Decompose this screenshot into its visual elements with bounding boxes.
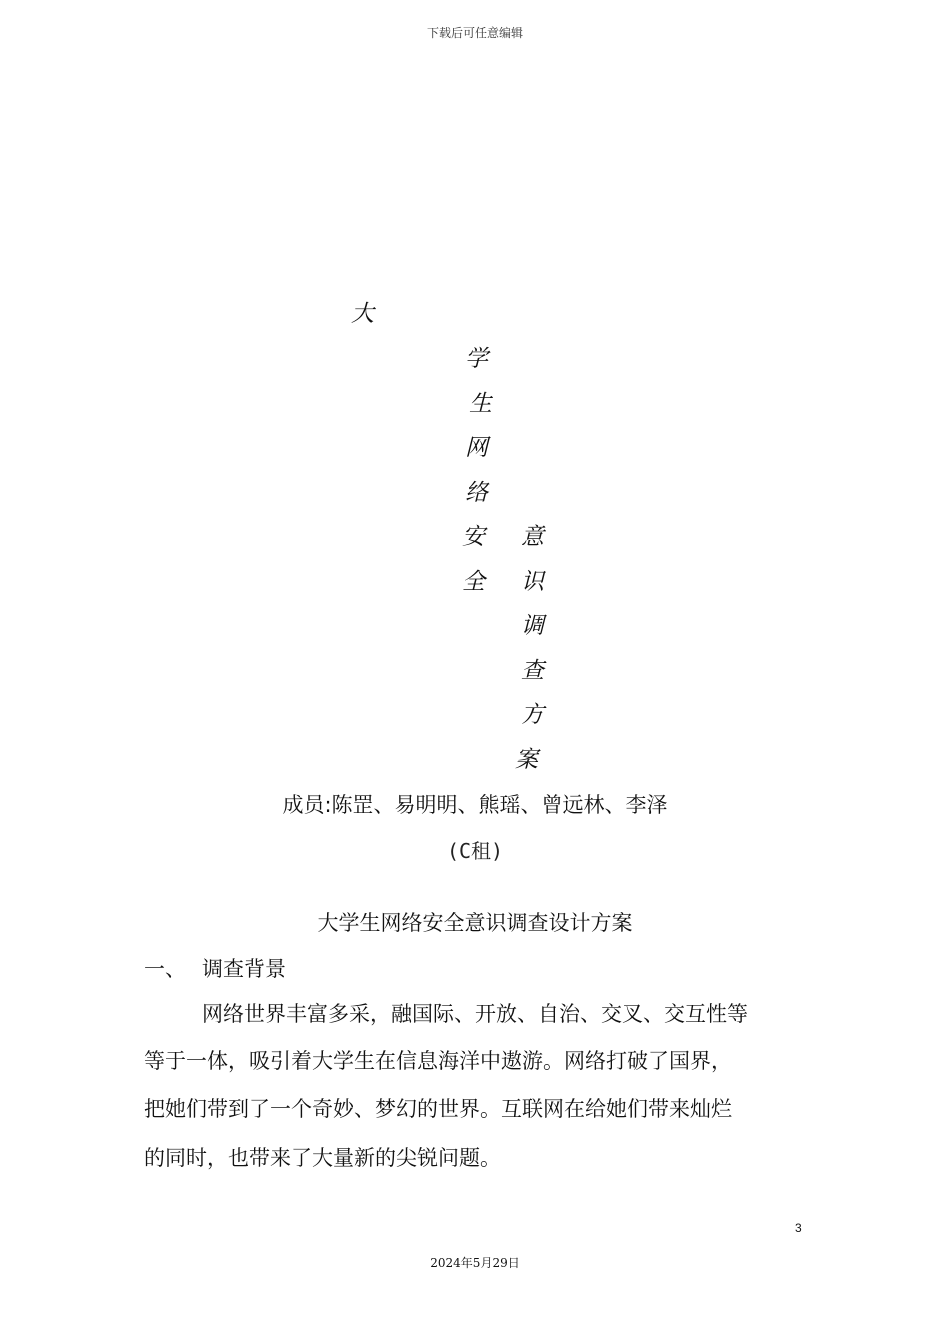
vertical-title-char: 全 (462, 569, 485, 595)
group-label: (C租) (446, 839, 504, 863)
paragraph-line: 等于一体，吸引着大学生在信息海洋中遨游。网络打破了国界， (144, 1049, 732, 1073)
paragraph-line: 网络世界丰富多采，融国际、开放、自治、交叉、交互性等 (202, 1002, 748, 1026)
vertical-title-char: 识 (521, 569, 544, 595)
members-line: 成员:陈罡、易明明、熊瑶、曾远林、李泽 (282, 793, 668, 817)
page-number: 3 (795, 1221, 802, 1235)
vertical-title-char: 安 (462, 524, 485, 550)
paragraph-line: 把她们带到了一个奇妙、梦幻的世界。互联网在给她们带来灿烂 (144, 1097, 732, 1121)
vertical-title-char: 学 (465, 346, 488, 372)
vertical-title-char: 网 (465, 435, 488, 461)
vertical-title-char: 查 (521, 658, 544, 684)
vertical-title-char: 意 (521, 524, 544, 550)
document-title: 大学生网络安全意识调查设计方案 (317, 911, 633, 935)
vertical-title-char: 方 (521, 702, 544, 728)
vertical-title-char: 大 (351, 301, 374, 327)
section-title: 调查背景 (202, 957, 286, 981)
vertical-title-char: 络 (465, 480, 488, 506)
vertical-title-char: 案 (515, 747, 538, 773)
vertical-title-char: 生 (469, 391, 492, 417)
section-heading (144, 953, 286, 983)
section-number: 一、 (144, 957, 186, 981)
footer-date: 2024年5月29日 (430, 1256, 520, 1270)
paragraph-line: 的同时，也带来了大量新的尖锐问题。 (144, 1146, 501, 1170)
page-header: 下载后可任意编辑 (426, 26, 523, 40)
vertical-title-char: 调 (521, 613, 544, 639)
